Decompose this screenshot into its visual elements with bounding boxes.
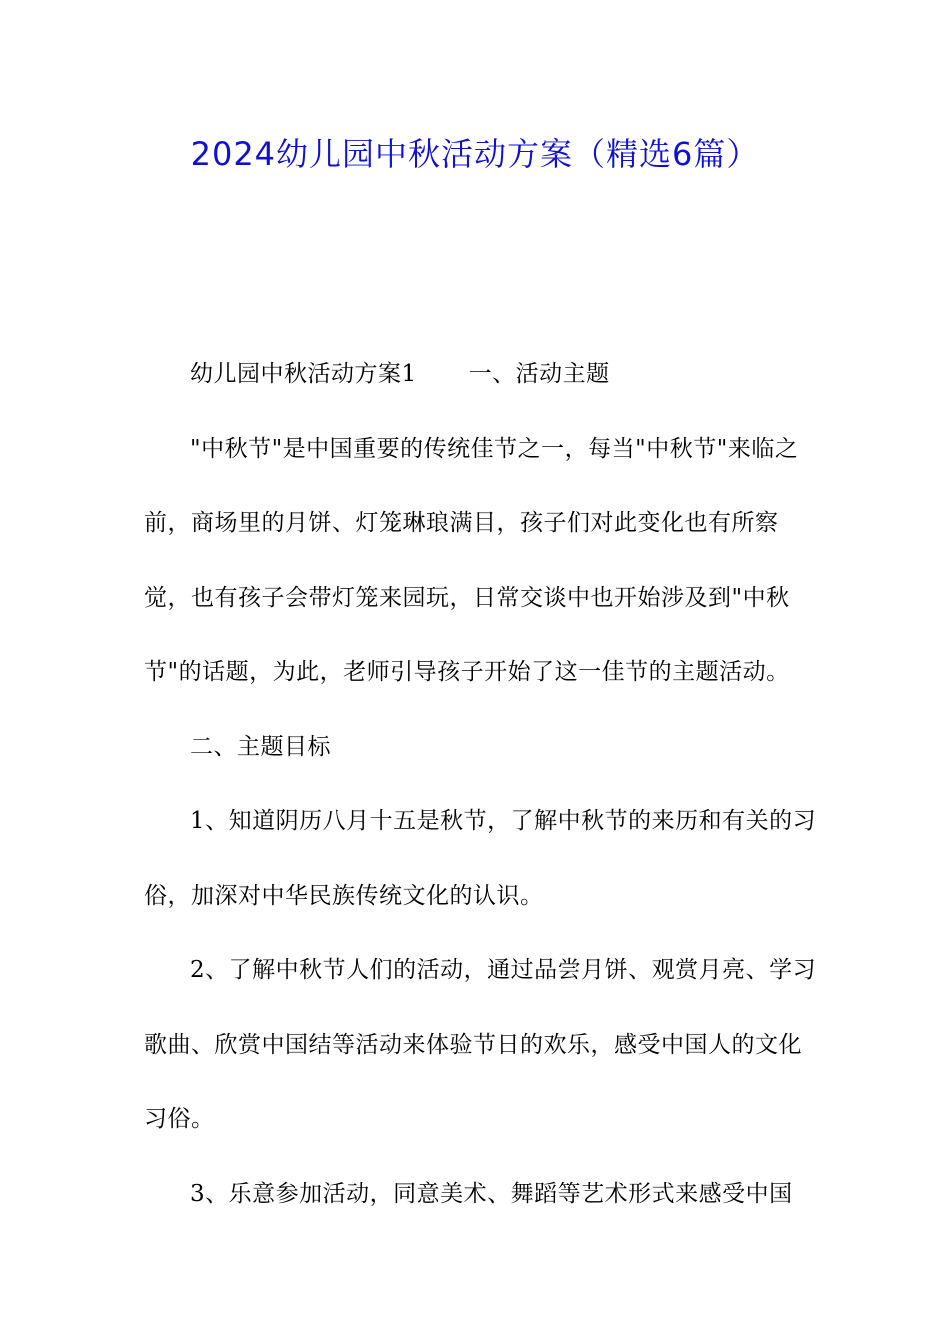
goal-item-1: 1、知道阴历八月十五是秋节，了解中秋节的来历和有关的习俗，加深对中华民族传统文化的认识。 [144, 808, 817, 909]
heading-activity-theme: 一、活动主题 [468, 361, 610, 387]
goal-item-2: 2、了解中秋节人们的活动，通过品尝月饼、观赏月亮、学习歌曲、欣赏中国结等活动来体验节日的欢乐，感受中国人的文化习俗。 [144, 957, 817, 1132]
goal-item-3: 3、乐意参加活动，同意美术、舞蹈等艺术形式来感受中国 [190, 1180, 793, 1207]
section-heading-line [144, 337, 824, 412]
paragraph-theme-intro: "中秋节"是中国重要的传统佳节之一，每当"中秋节"来临之前，商场里的月饼、灯笼琳琅满目，孩子们对此变化也有所察觉，也有孩子会带灯笼来园玩，日常交谈中也开始涉及到"中秋节"的话题，为此，老师引导孩子开始了这一佳节的主题活动。 [144, 435, 799, 685]
document-title: 2024幼儿园中秋活动方案（精选6篇） [190, 135, 760, 173]
section-heading: 幼儿园中秋活动方案1 [190, 361, 417, 387]
document-body [144, 337, 824, 1231]
heading-theme-goals: 二、主题目标 [190, 733, 331, 760]
